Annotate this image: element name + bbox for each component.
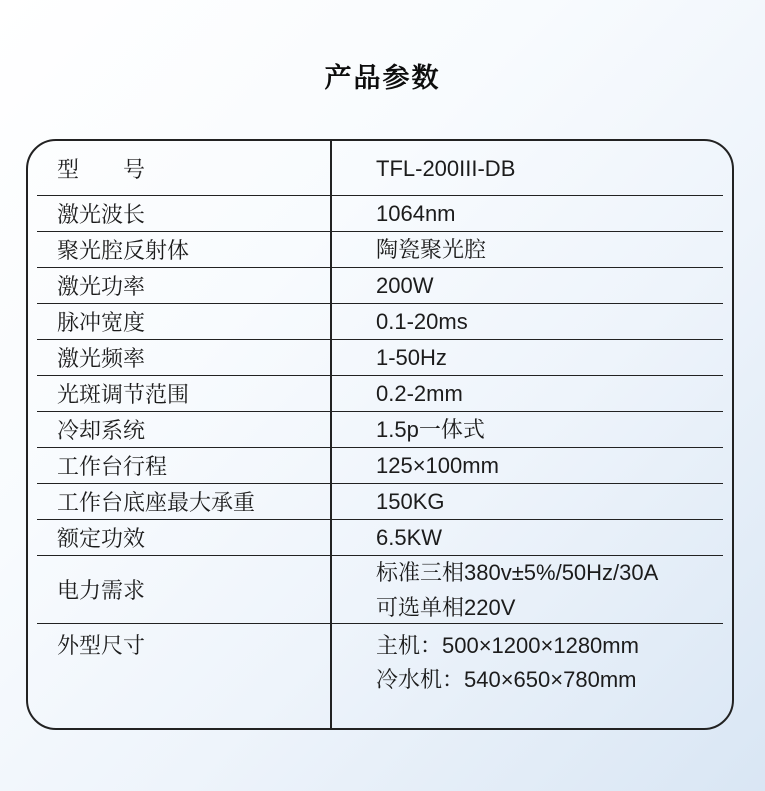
- spec-value-line: 150KG: [376, 489, 445, 514]
- spec-value: [330, 268, 723, 303]
- spec-label: 电力需求: [57, 578, 146, 603]
- spec-label: 脉冲宽度: [57, 310, 146, 335]
- table-row: [37, 556, 723, 624]
- spec-label: 聚光腔反射体: [57, 238, 190, 263]
- table-row: [37, 448, 723, 484]
- spec-value: [330, 412, 723, 447]
- spec-value-line: 1-50Hz: [376, 345, 447, 370]
- spec-value: [330, 232, 723, 267]
- spec-label: 光斑调节范围: [57, 382, 190, 407]
- table-row: [37, 624, 723, 731]
- table-row: [37, 484, 723, 520]
- spec-value: [330, 196, 723, 231]
- spec-label: 额定功效: [57, 526, 146, 551]
- spec-value-line: 主机：500×1200×1280mm: [376, 633, 639, 658]
- spec-value-line: 1064nm: [376, 201, 456, 226]
- spec-value: [330, 376, 723, 411]
- spec-value: [330, 555, 723, 625]
- spec-label: 工作台行程: [57, 454, 168, 479]
- spec-value-line: 200W: [376, 273, 434, 298]
- spec-label: 激光频率: [57, 346, 146, 371]
- spec-label: 激光功率: [57, 274, 146, 299]
- spec-value: [330, 484, 723, 519]
- spec-value-line: TFL-200III-DB: [376, 155, 516, 181]
- table-row: [37, 232, 723, 268]
- table-row: [37, 412, 723, 448]
- table-row: [37, 376, 723, 412]
- spec-value-line: 标准三相380v±5%/50Hz/30A: [376, 559, 659, 585]
- spec-label: 激光波长: [57, 202, 146, 227]
- spec-label: 外型尺寸: [57, 633, 146, 658]
- spec-label: 冷却系统: [57, 418, 146, 443]
- table-row: [37, 340, 723, 376]
- spec-value-line: 0.2-2mm: [376, 381, 463, 406]
- spec-value: [330, 340, 723, 375]
- spec-table: [26, 139, 734, 730]
- spec-value-line: 冷水机：540×650×780mm: [376, 667, 637, 692]
- spec-value-line: 6.5KW: [376, 525, 443, 550]
- spec-value-line: 可选单相220V: [376, 594, 516, 620]
- spec-label: 型 号: [57, 156, 146, 182]
- spec-label: 工作台底座最大承重: [57, 490, 256, 515]
- table-row: [37, 268, 723, 304]
- spec-value-line: 125×100mm: [376, 453, 499, 478]
- table-row: [37, 141, 723, 196]
- spec-table-rows: [37, 141, 723, 728]
- column-divider-line: [330, 141, 332, 728]
- spec-value: [330, 304, 723, 339]
- spec-value-line: 陶瓷聚光腔: [376, 237, 487, 262]
- table-row: [37, 520, 723, 556]
- spec-value: [330, 151, 723, 186]
- spec-value: [330, 448, 723, 483]
- spec-value-line: 1.5p一体式: [376, 417, 485, 442]
- spec-value-line: 0.1-20ms: [376, 309, 468, 334]
- spec-value: [330, 520, 723, 555]
- table-row: [37, 196, 723, 232]
- page-title: 产品参数: [324, 63, 441, 93]
- spec-value: [330, 631, 723, 698]
- table-row: [37, 304, 723, 340]
